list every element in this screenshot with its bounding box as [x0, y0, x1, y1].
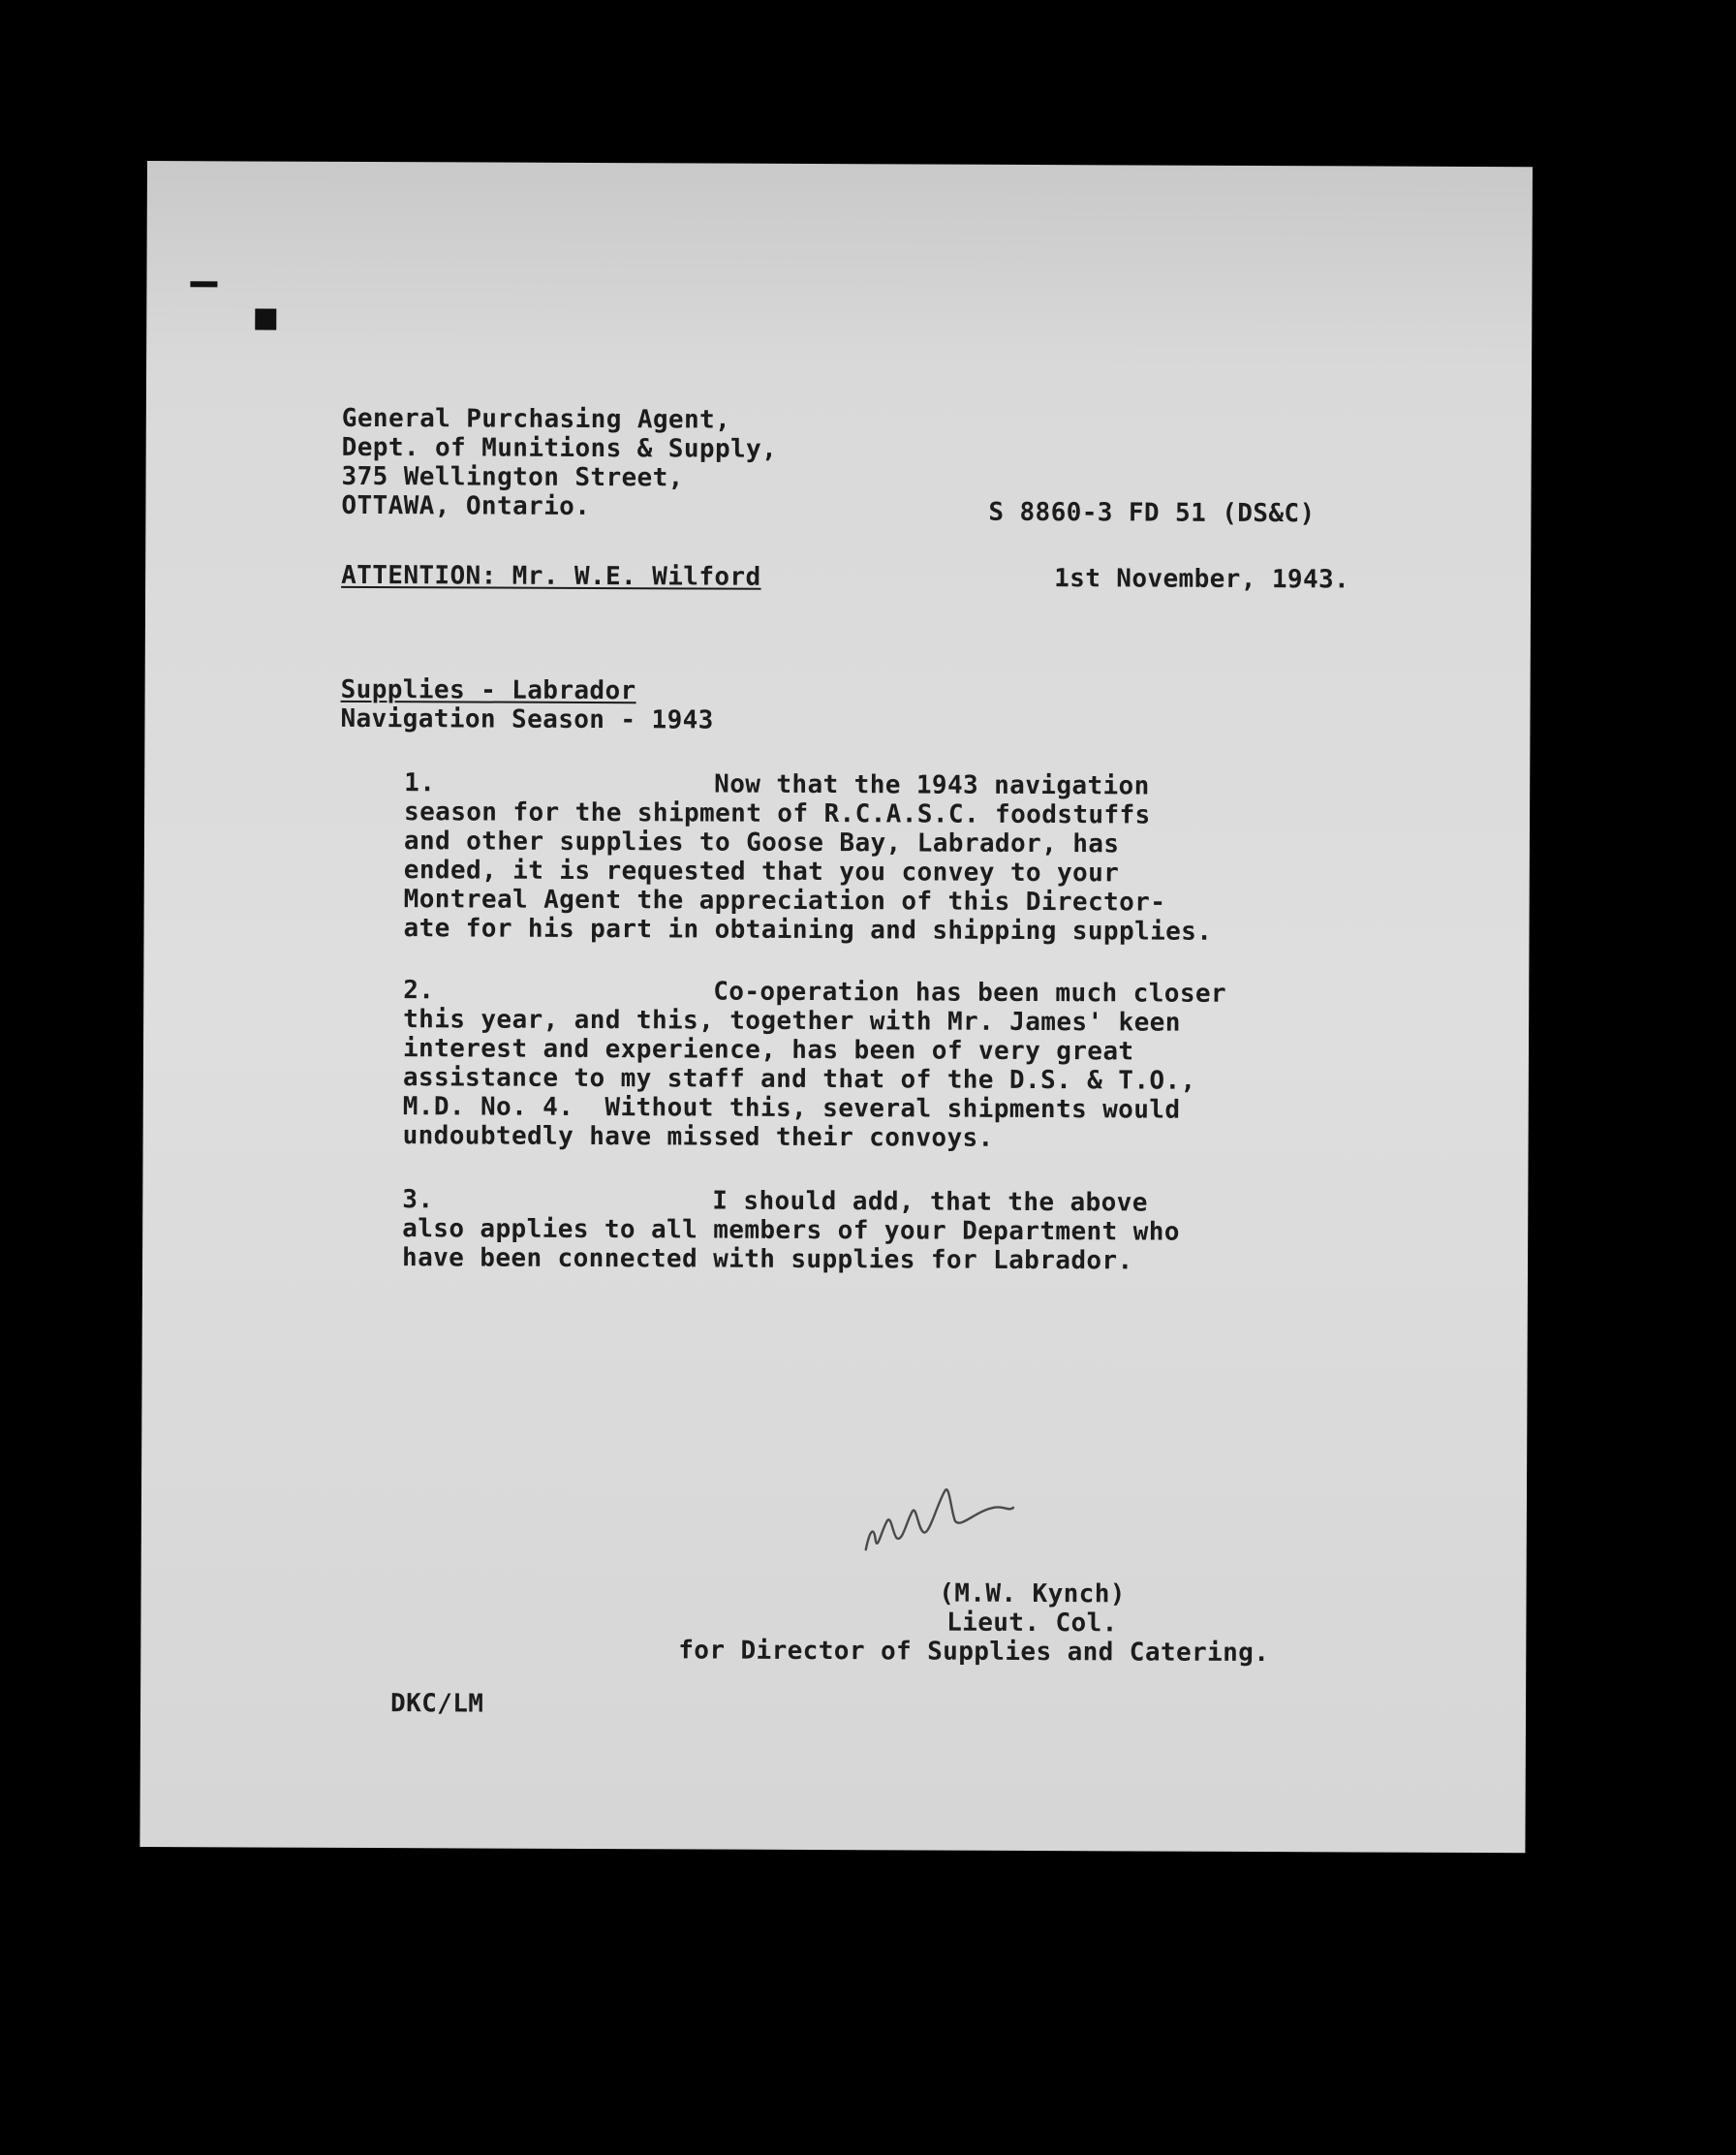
- paragraph-line: Montreal Agent the appreciation of this Director-: [403, 885, 1166, 918]
- paragraph-number: 3.: [402, 1185, 434, 1215]
- subject-line-1: Supplies - Labrador: [340, 674, 636, 706]
- paragraph-line: have been connected with supplies for Labrador.: [401, 1243, 1133, 1276]
- recipient-line-2: Dept. of Munitions & Supply,: [341, 432, 778, 464]
- paragraph-line: and other supplies to Goose Bay, Labrador, has: [403, 827, 1120, 859]
- recipient-line-4: OTTAWA, Ontario.: [341, 490, 591, 521]
- signatory-title: for Director of Supplies and Catering.: [678, 1636, 1270, 1669]
- recipient-line-3: 375 Wellington Street,: [341, 461, 684, 493]
- paragraph-line: assistance to my staff and that of the D.S. & T.O.,: [402, 1063, 1196, 1096]
- clip-mark: [255, 308, 276, 329]
- paragraph-line: ended, it is requested that you convey to your: [403, 856, 1120, 889]
- paragraph-line: Now that the 1943 navigation: [714, 769, 1150, 801]
- handwritten-signature-icon: [858, 1482, 1023, 1560]
- paragraph-number: 2.: [403, 976, 435, 1006]
- typist-initials: DKC/LM: [389, 1689, 484, 1719]
- recipient-line-1: General Purchasing Agent,: [341, 403, 731, 435]
- paragraph-number: 1.: [404, 768, 436, 798]
- paragraph-line: I should add, that the above: [712, 1186, 1148, 1218]
- letter-page: [140, 161, 1533, 1853]
- signatory-rank: Lieut. Col.: [946, 1608, 1118, 1639]
- signature-block: [615, 1577, 1332, 1668]
- attention-line: ATTENTION: Mr. W.E. Wilford: [341, 560, 761, 592]
- paragraph-line: also applies to all members of your Department who: [402, 1214, 1180, 1247]
- signatory-name: (M.W. Kynch): [939, 1578, 1126, 1609]
- paragraph-line: Co-operation has been much closer: [713, 977, 1227, 1009]
- paragraph-line: M.D. No. 4. Without this, several shipments would: [402, 1092, 1181, 1125]
- letter-date: 1st November, 1943.: [1054, 564, 1350, 595]
- paragraph-line: ate for his part in obtaining and shipping supplies.: [403, 914, 1213, 947]
- paragraph-line: undoubtedly have missed their convoys.: [402, 1121, 994, 1153]
- paragraph-line: this year, and this, together with Mr. James' keen: [403, 1005, 1181, 1038]
- paragraph-2: [403, 976, 1353, 1154]
- punch-mark: [190, 281, 217, 287]
- subject-line-2: Navigation Season - 1943: [340, 703, 714, 735]
- paragraph-3: [402, 1185, 1351, 1276]
- paragraph-1: [403, 768, 1353, 947]
- paragraph-line: interest and experience, has been of very great: [402, 1034, 1134, 1067]
- paragraph-line: season for the shipment of R.C.A.S.C. foodstuffs: [404, 797, 1151, 830]
- file-reference: S 8860-3 FD 51 (DS&C): [988, 497, 1316, 529]
